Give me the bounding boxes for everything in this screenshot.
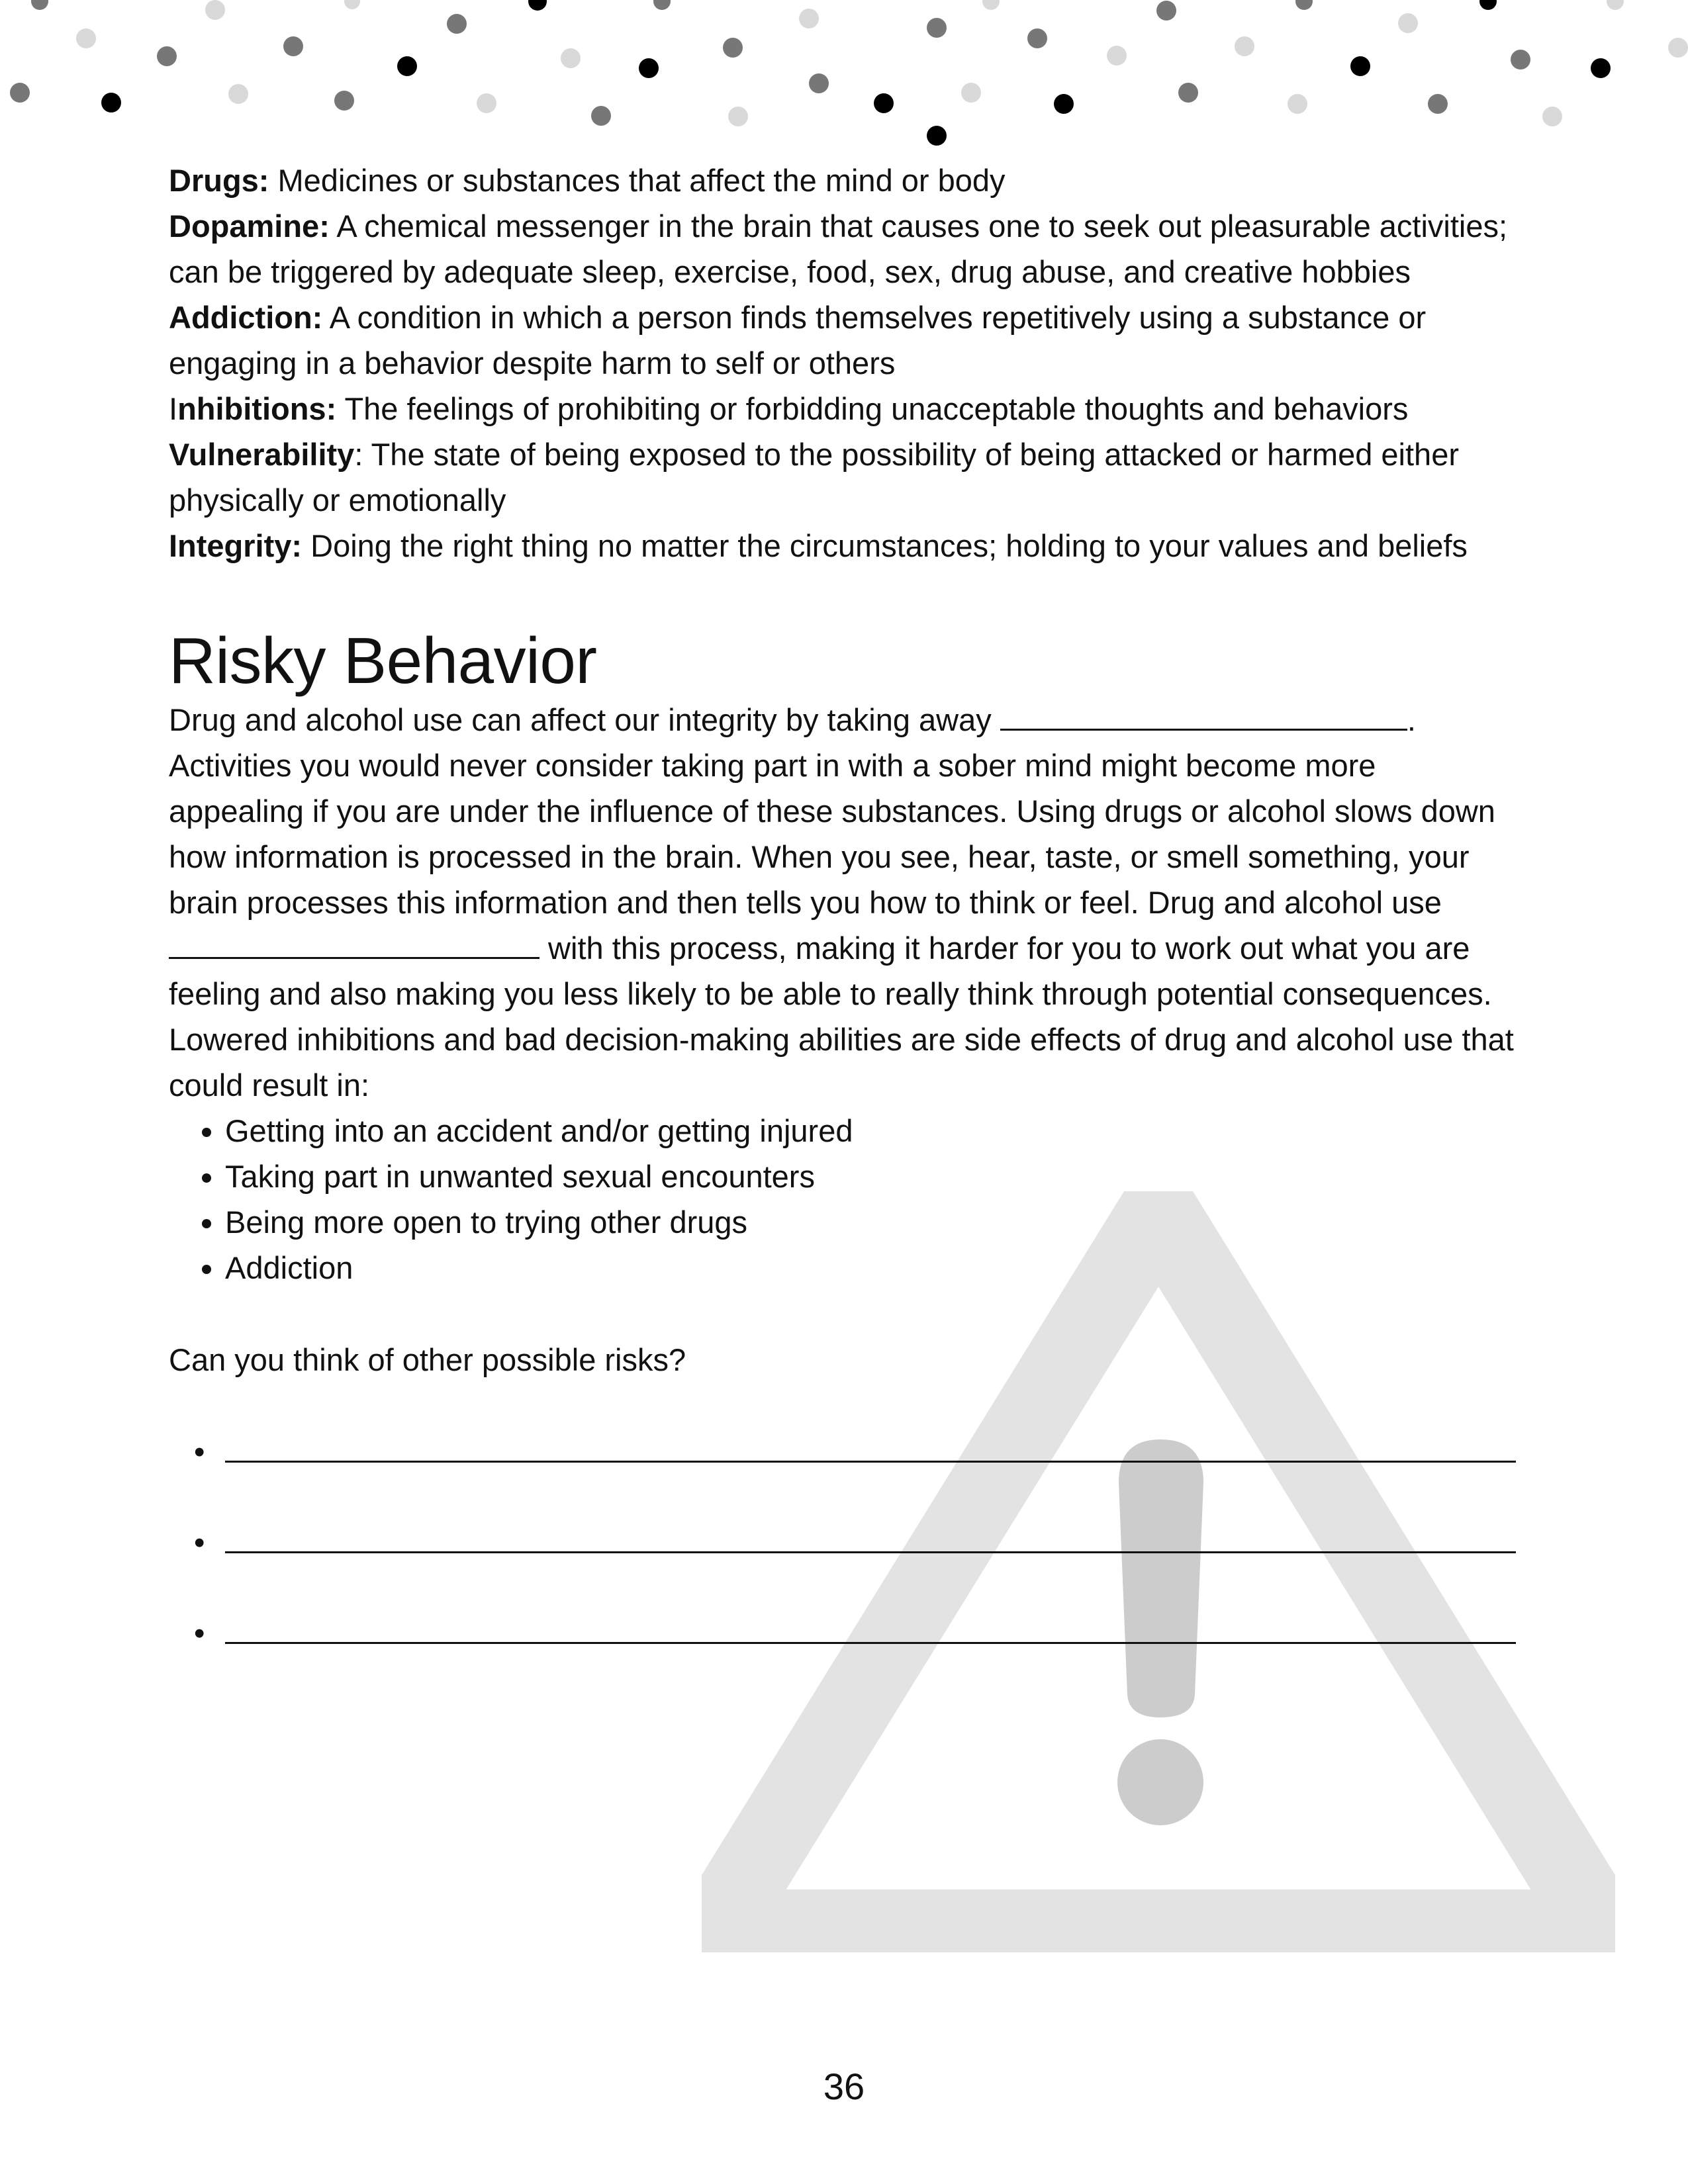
definition-text: : The state of being exposed to the possibility of being attacked or harmed either physically or emotionally (169, 437, 1459, 518)
paragraph-text: . Activities you would never consider taking part in with a sober mind might become more appealing if you are under the influence of these substances. Using drugs or alcohol slows down how information is processed in the brain. When you see, hear, taste, or smell something, your brain processes this information and then tells you how to think or feel. Drug and alcohol use (169, 702, 1495, 920)
fill-in-blank-1[interactable] (1000, 723, 1407, 731)
definition-term: Drugs: (169, 163, 269, 198)
section-title: Risky Behavior (169, 624, 597, 697)
definition-term: nhibitions: (177, 391, 337, 426)
side-effects-paragraph: Lowered inhibitions and bad decision-making abilities are side effects of drug and alcohol use that could result in: (169, 1022, 1514, 1103)
definition-term: Dopamine: (169, 208, 330, 244)
definition-text: Doing the right thing no matter the circumstances; holding to your values and beliefs (302, 528, 1468, 563)
definition-term: Vulnerability (169, 437, 355, 472)
paragraph-text: with this process, making it harder for you to work out what you are feeling and also making you less likely to be able to really think through potential consequences. (169, 931, 1492, 1011)
list-item: • Being more open to trying other drugs (225, 1199, 1519, 1245)
answer-lines (169, 1429, 1519, 1656)
definition-addiction (169, 295, 1519, 386)
definition-dopamine (169, 203, 1519, 295)
definition-vulnerability (169, 432, 1519, 523)
definition-text: The feelings of prohibiting or forbidding unacceptable thoughts and behaviors (336, 391, 1409, 426)
fill-in-blank-2[interactable] (169, 952, 539, 959)
list-item: • Getting into an accident and/or getting injured (225, 1108, 1519, 1154)
definition-integrity (169, 523, 1519, 569)
list-item: • Addiction (225, 1245, 1519, 1291)
definition-text: A condition in which a person finds themselves repetitively using a substance or engaging in a behavior despite harm to self or others (169, 300, 1427, 381)
answer-line-rule[interactable] (225, 1461, 1516, 1463)
definition-term: Addiction: (169, 300, 323, 335)
answer-line-1[interactable] (169, 1429, 1519, 1475)
definition-inhibitions (169, 386, 1519, 432)
page-content (169, 158, 1519, 1701)
answer-line-3[interactable] (169, 1610, 1519, 1656)
risky-behavior-paragraph (169, 697, 1519, 1017)
answer-line-2[interactable] (169, 1520, 1519, 1565)
definitions-list (169, 158, 1519, 569)
definition-drugs (169, 158, 1519, 203)
definition-text: Medicines or substances that affect the mind or body (269, 163, 1006, 198)
risks-list (169, 1108, 1519, 1291)
bullet-icon: • (194, 1434, 205, 1469)
bullet-icon: • (194, 1615, 205, 1651)
decorative-dot-border (0, 0, 1688, 152)
answer-line-rule[interactable] (225, 1551, 1516, 1553)
risks-question: Can you think of other possible risks? (169, 1342, 686, 1377)
definition-term: Integrity: (169, 528, 303, 563)
page-number: 36 (823, 2066, 865, 2107)
bullet-icon: • (194, 1525, 205, 1560)
answer-line-rule[interactable] (225, 1642, 1516, 1644)
definition-term-prefix: I (169, 391, 178, 426)
list-item: • Taking part in unwanted sexual encounters (225, 1154, 1519, 1199)
dot-pattern (10, 0, 1688, 146)
paragraph-text: Drug and alcohol use can affect our integrity by taking away (169, 702, 1000, 737)
warning-exclamation-dot (1117, 1739, 1203, 1825)
definition-text: A chemical messenger in the brain that causes one to seek out pleasurable activities; can be triggered by adequate sleep, exercise, food, sex, drug abuse, and creative hobbies (169, 208, 1508, 289)
